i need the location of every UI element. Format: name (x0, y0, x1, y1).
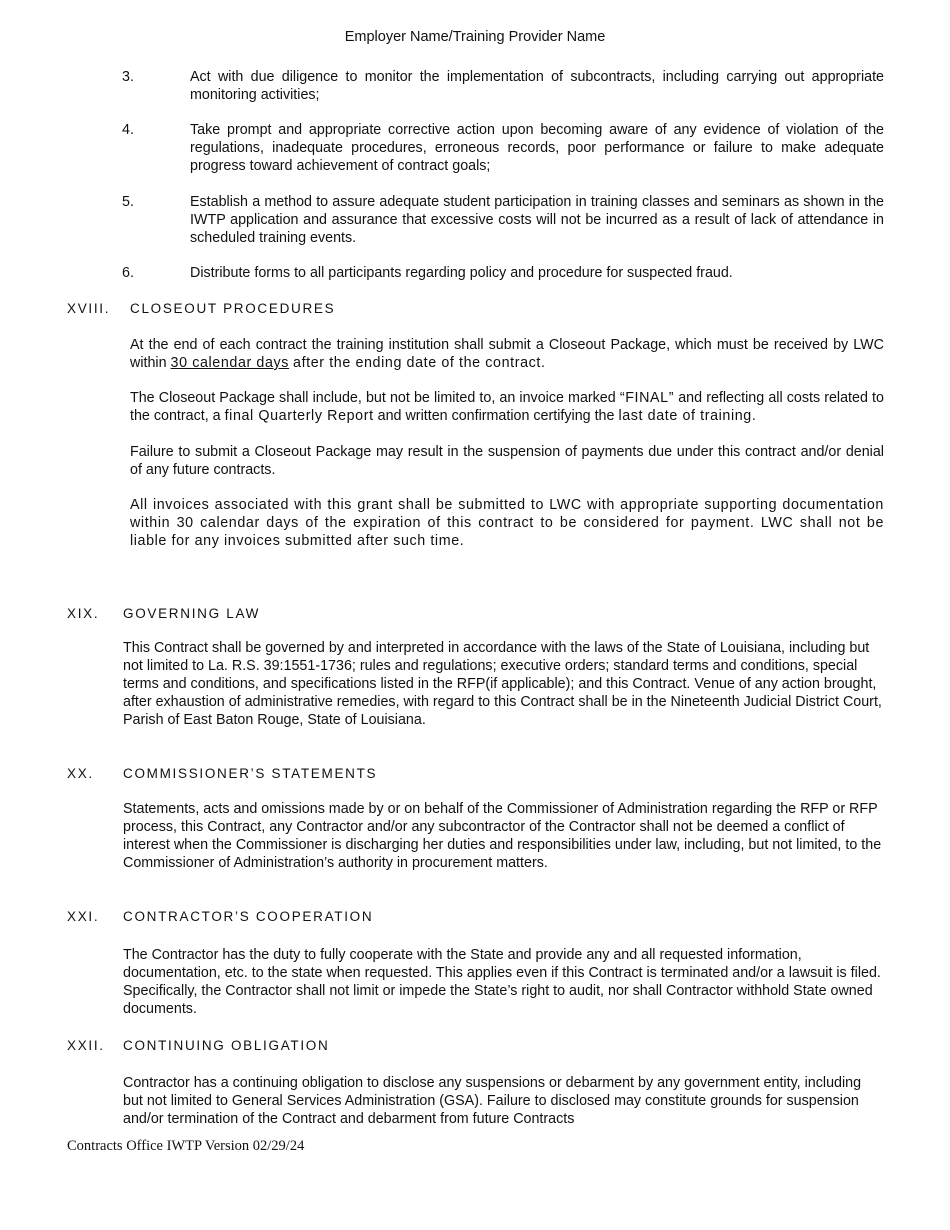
page-footer: Contracts Office IWTP Version 02/29/24 (67, 1138, 305, 1154)
list-item-number: 3. (122, 69, 134, 85)
paragraph-text: and written confirmation certifying the (377, 408, 615, 424)
list-item-text: Take prompt and appropriate corrective action upon becoming aware of any evidence of violation of the regulations, inadequate procedures, erroneous records, poor performance or failure to make adequate progress toward achievement of contract goals; (190, 122, 884, 174)
section-number: XIX. (67, 606, 100, 621)
section-number: XVIII. (67, 301, 111, 316)
section-heading-obligation (67, 1037, 329, 1055)
section-heading-cooperation (67, 908, 373, 926)
commissioner-text: Statements, acts and omissions made by or on behalf of the Commissioner of Administration regarding the RFP or RFP process, this Contract, any Contractor and/or any subcontractor of the Contractor shall not be deemed a conflict of interest when the Commissioner is discharging her duties and responsibilities under law, including, but not limited, to the Commissioner of Administration’s authority in procurement matters. (123, 801, 882, 871)
section-heading-closeout (67, 300, 335, 318)
final-marker: “FINAL” (619, 390, 675, 406)
quarterly-report-term: final Quarterly Report (224, 408, 374, 424)
closeout-paragraph-invoices: All invoices associated with this grant shall be submitted to LWC with appropriate supporting documentation within 30 calendar days of the expiration of this contract to be considered for payment. LWC shall not be liable for any invoices submitted after such time. (130, 497, 884, 549)
paragraph-text: At the end of each contract the training institution shall submit a Closeout Package, which must be received by LWC within (130, 337, 884, 371)
paragraph-text: . (751, 408, 756, 424)
section-title: COMMISSIONER’S STATEMENTS (123, 766, 378, 781)
section-number: XXI. (67, 909, 100, 924)
section-heading-commissioner (67, 765, 377, 783)
list-item-number: 5. (122, 194, 134, 210)
section-title: CLOSEOUT PROCEDURES (130, 301, 336, 316)
section-number: XX. (67, 766, 94, 781)
closeout-paragraph-package (130, 389, 884, 425)
list-item-number: 6. (122, 265, 134, 281)
cooperation-text: The Contractor has the duty to fully cooperate with the State and provide any and all requested information, documentation, etc. to the state when requested. This applies even if this Contract is terminated and/or a lawsuit is filed. Specifically, the Contractor shall not limit or impede the State’s right to audit, nor shall Contractor withhold State owned documents. (123, 947, 881, 1017)
paragraph-text: after the ending date of the contract. (293, 355, 546, 371)
list-item-text: Act with due diligence to monitor the implementation of subcontracts, including carrying out appropriate monitoring activities; (190, 69, 884, 103)
section-number: XXII. (67, 1038, 105, 1053)
list-item-text: Distribute forms to all participants regarding policy and procedure for suspected fraud. (190, 265, 733, 281)
paragraph-text: The Closeout Package shall include, but not be limited to, an invoice marked (130, 390, 616, 406)
closeout-paragraph-failure: Failure to submit a Closeout Package may result in the suspension of payments due under this contract and/or denial of any future contracts. (130, 444, 884, 478)
page-header: Employer Name/Training Provider Name (344, 29, 606, 45)
closeout-paragraph-deadline (130, 336, 884, 372)
underlined-deadline: 30 calendar days (170, 355, 290, 371)
section-title: CONTINUING OBLIGATION (123, 1038, 330, 1053)
last-date-term: last date of training (618, 408, 752, 424)
list-item-text: Establish a method to assure adequate student participation in training classes and seminars as shown in the IWTP application and assurance that excessive costs will not be incurred as a result of lack of attendance in scheduled training events. (190, 194, 884, 246)
list-item-number: 4. (122, 122, 134, 138)
obligation-text: Contractor has a continuing obligation to disclose any suspensions or debarment by any government entity, including but not limited to General Services Administration (GSA). Failure to disclosed may constitute grounds for suspension and/or termination of the Contract and debarment from future Contracts (123, 1075, 862, 1127)
governing-law-text: This Contract shall be governed by and interpreted in accordance with the laws of the State of Louisiana, including but not limited to La. R.S. 39:1551-1736; rules and regulations; executive orders; standard terms and conditions, special terms and conditions, and specifications listed in the RFP(if applicable); and this Contract. Venue of any action brought, after exhaustion of administrative remedies, with regard to this Contract shall be in the Nineteenth Judicial District Court, Parish of East Baton Rouge, State of Louisiana. (123, 640, 882, 728)
section-title: GOVERNING LAW (123, 606, 261, 621)
section-title: CONTRACTOR’S COOPERATION (123, 909, 374, 924)
section-heading-governing-law (67, 605, 260, 623)
paragraph-text: and reflecting all costs related to the contract, a (130, 390, 884, 424)
